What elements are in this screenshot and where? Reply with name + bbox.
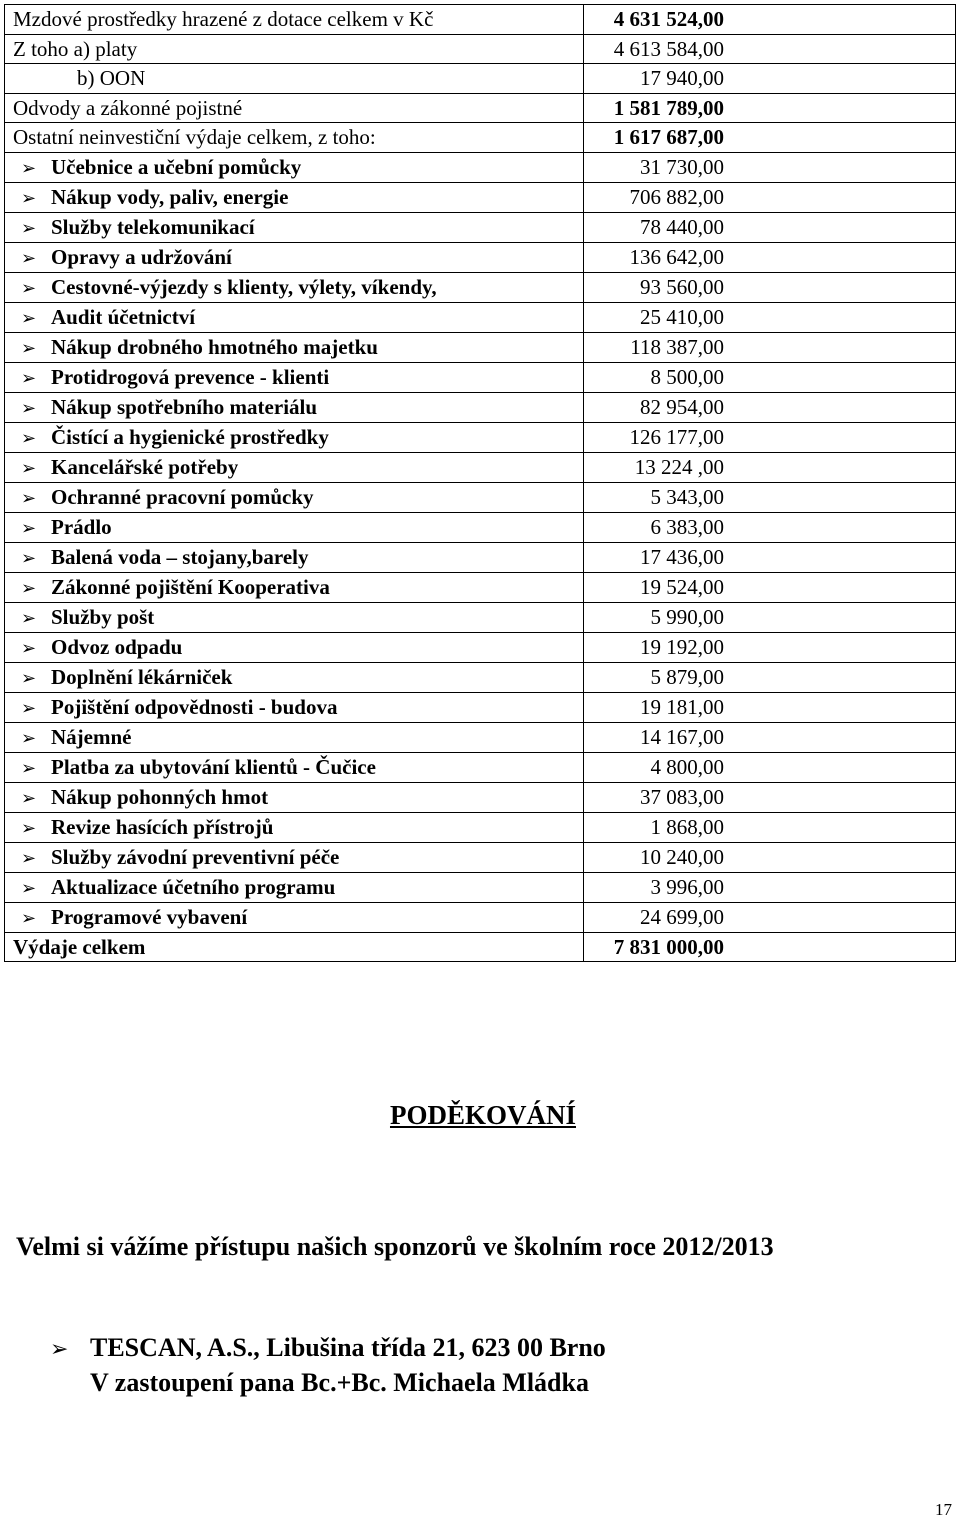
arrow-bullet-icon: ➢	[21, 577, 37, 598]
row-value-text: 118 387,00	[630, 335, 724, 359]
arrow-bullet-icon: ➢	[21, 487, 37, 508]
table-row	[5, 602, 956, 632]
row-label-text: Protidrogová prevence - klienti	[51, 364, 330, 389]
row-label-text: Ostatní neinvestiční výdaje celkem, z toho:	[13, 125, 376, 150]
table-row	[5, 482, 956, 512]
row-value	[584, 572, 956, 602]
row-value	[584, 182, 956, 212]
table-row	[5, 422, 956, 452]
row-value	[584, 5, 956, 35]
row-value	[584, 272, 956, 302]
row-label	[5, 93, 584, 123]
table-row	[5, 572, 956, 602]
row-value-text: 4 613 584,00	[613, 36, 724, 61]
row-label	[5, 64, 584, 94]
arrow-bullet-icon: ➢	[21, 457, 37, 478]
row-label-text: Cestovné-výjezdy s klienty, výlety, víkendy,	[51, 274, 437, 299]
row-value	[584, 932, 956, 962]
row-value-text: 1 617 687,00	[613, 125, 724, 150]
row-label	[5, 692, 584, 722]
row-label-text: Čistící a hygienické prostředky	[51, 424, 329, 449]
row-label-text: Odvoz odpadu	[51, 634, 183, 659]
row-label	[5, 932, 584, 962]
row-label-text: Učebnice a učební pomůcky	[51, 154, 302, 179]
row-label	[5, 452, 584, 482]
row-label	[5, 482, 584, 512]
row-value-text: 13 224 ,00	[634, 455, 724, 479]
row-label-text: Balená voda – stojany,barely	[51, 544, 309, 569]
row-value-text: 24 699,00	[640, 905, 724, 929]
row-label	[5, 362, 584, 392]
table-row	[5, 752, 956, 782]
row-value	[584, 512, 956, 542]
row-value-text: 5 990,00	[650, 605, 724, 629]
arrow-bullet-icon: ➢	[50, 1336, 69, 1361]
row-value	[584, 332, 956, 362]
row-label	[5, 722, 584, 752]
table-row	[5, 152, 956, 182]
arrow-bullet-icon: ➢	[21, 157, 37, 178]
row-label	[5, 332, 584, 362]
arrow-bullet-icon: ➢	[21, 277, 37, 298]
arrow-bullet-icon: ➢	[21, 727, 37, 748]
sponsor-line-1	[50, 1331, 606, 1366]
row-value-text: 25 410,00	[640, 305, 724, 329]
table-row	[5, 542, 956, 572]
arrow-bullet-icon: ➢	[21, 517, 37, 538]
row-label-text: Mzdové prostředky hrazené z dotace celkem v Kč	[13, 7, 434, 32]
row-label-text: Odvody a zákonné pojistné	[13, 95, 243, 120]
arrow-bullet-icon: ➢	[21, 607, 37, 628]
row-label-text: Platba za ubytování klientů - Čučice	[51, 754, 376, 779]
row-value	[584, 602, 956, 632]
row-value	[584, 722, 956, 752]
sponsor-line-2: V zastoupení pana Bc.+Bc. Michaela Mládka	[90, 1368, 589, 1397]
row-value	[584, 302, 956, 332]
table-row	[5, 872, 956, 902]
table-row	[5, 93, 956, 123]
arrow-bullet-icon: ➢	[21, 247, 37, 268]
table-row	[5, 392, 956, 422]
row-label-text: Opravy a udržování	[51, 244, 232, 269]
budget-table	[4, 4, 956, 962]
row-value	[584, 123, 956, 153]
table-row	[5, 782, 956, 812]
table-row	[5, 512, 956, 542]
arrow-bullet-icon: ➢	[21, 787, 37, 808]
table-row	[5, 272, 956, 302]
arrow-bullet-icon: ➢	[21, 637, 37, 658]
arrow-bullet-icon: ➢	[21, 427, 37, 448]
row-label-text: Prádlo	[51, 514, 112, 539]
row-value	[584, 362, 956, 392]
row-value-text: 37 083,00	[640, 785, 724, 809]
table-row	[5, 632, 956, 662]
row-value	[584, 482, 956, 512]
table-row	[5, 64, 956, 94]
row-label	[5, 542, 584, 572]
table-row	[5, 34, 956, 64]
row-value-text: 93 560,00	[640, 275, 724, 299]
row-value	[584, 64, 956, 94]
row-label	[5, 5, 584, 35]
row-label	[5, 272, 584, 302]
row-label-text: Audit účetnictví	[51, 304, 196, 329]
row-label	[5, 662, 584, 692]
row-value-text: 1 868,00	[650, 815, 724, 839]
row-label	[5, 302, 584, 332]
table-row	[5, 932, 956, 962]
arrow-bullet-icon: ➢	[21, 307, 37, 328]
row-label	[5, 632, 584, 662]
row-label	[5, 182, 584, 212]
row-value	[584, 692, 956, 722]
row-label	[5, 812, 584, 842]
row-label	[5, 872, 584, 902]
arrow-bullet-icon: ➢	[21, 337, 37, 358]
budget-table-body	[5, 5, 956, 962]
table-row	[5, 452, 956, 482]
row-label-text: Aktualizace účetního programu	[51, 874, 336, 899]
row-label-text: Ochranné pracovní pomůcky	[51, 484, 314, 509]
row-value	[584, 242, 956, 272]
table-row	[5, 5, 956, 35]
table-row	[5, 182, 956, 212]
arrow-bullet-icon: ➢	[21, 217, 37, 238]
row-value	[584, 752, 956, 782]
row-label-text: Služby pošt	[51, 604, 155, 629]
arrow-bullet-icon: ➢	[21, 877, 37, 898]
row-label-text: Zákonné pojištění Kooperativa	[51, 574, 330, 599]
row-label-text: Kancelářské potřeby	[51, 454, 239, 479]
row-label	[5, 752, 584, 782]
row-label	[5, 34, 584, 64]
row-label	[5, 242, 584, 272]
row-value-text: 7 831 000,00	[613, 934, 724, 959]
arrow-bullet-icon: ➢	[21, 847, 37, 868]
row-label	[5, 512, 584, 542]
row-value-text: 78 440,00	[640, 215, 724, 239]
row-value	[584, 422, 956, 452]
page-number: 17	[935, 1500, 952, 1519]
row-value	[584, 542, 956, 572]
row-label-text: Z toho a) platy	[13, 36, 138, 61]
row-value-text: 706 882,00	[629, 185, 724, 209]
row-label-text: Výdaje celkem	[13, 934, 146, 959]
row-label	[5, 902, 584, 932]
arrow-bullet-icon: ➢	[21, 397, 37, 418]
row-label-text: Pojištění odpovědnosti - budova	[51, 694, 338, 719]
row-value	[584, 842, 956, 872]
arrow-bullet-icon: ➢	[21, 547, 37, 568]
row-label	[5, 602, 584, 632]
table-row	[5, 722, 956, 752]
row-label	[5, 782, 584, 812]
row-value-text: 136 642,00	[629, 245, 724, 269]
table-row	[5, 332, 956, 362]
row-label-text: Nákup drobného hmotného majetku	[51, 334, 378, 359]
row-value-text: 82 954,00	[640, 395, 724, 419]
row-value-text: 5 879,00	[650, 665, 724, 689]
row-label-text: Doplnění lékárniček	[51, 664, 233, 689]
arrow-bullet-icon: ➢	[21, 697, 37, 718]
row-label-text: Revize hasících přístrojů	[51, 814, 274, 839]
row-value-text: 17 940,00	[640, 66, 724, 91]
table-row	[5, 902, 956, 932]
row-label	[5, 392, 584, 422]
table-row	[5, 242, 956, 272]
table-row	[5, 302, 956, 332]
row-value-text: 10 240,00	[640, 845, 724, 869]
row-value-text: 14 167,00	[640, 725, 724, 749]
arrow-bullet-icon: ➢	[21, 187, 37, 208]
arrow-bullet-icon: ➢	[21, 817, 37, 838]
row-value	[584, 392, 956, 422]
table-row	[5, 812, 956, 842]
row-value-text: 1 581 789,00	[613, 95, 724, 120]
row-value-text: 19 181,00	[640, 695, 724, 719]
sponsor-name: TESCAN, A.S., Libušina třída 21, 623 00 Brno	[90, 1333, 606, 1362]
row-value	[584, 152, 956, 182]
row-label	[5, 572, 584, 602]
row-value-text: 5 343,00	[650, 485, 724, 509]
row-label-text: Služby telekomunikací	[51, 214, 255, 239]
row-value	[584, 662, 956, 692]
row-label	[5, 123, 584, 153]
row-value	[584, 812, 956, 842]
row-value-text: 4 631 524,00	[613, 7, 724, 32]
thanks-heading: PODĚKOVÁNÍ	[389, 1100, 576, 1130]
row-value	[584, 902, 956, 932]
row-value-text: 3 996,00	[650, 875, 724, 899]
row-value	[584, 212, 956, 242]
row-value	[584, 93, 956, 123]
sponsor-list	[50, 1331, 606, 1400]
row-value	[584, 632, 956, 662]
table-row	[5, 123, 956, 153]
arrow-bullet-icon: ➢	[21, 367, 37, 388]
row-value-text: 19 524,00	[640, 575, 724, 599]
table-row	[5, 662, 956, 692]
row-label-text: Programové vybavení	[51, 904, 248, 929]
table-row	[5, 692, 956, 722]
row-label	[5, 212, 584, 242]
row-value-text: 8 500,00	[650, 365, 724, 389]
row-label-text: Nákup spotřebního materiálu	[51, 394, 318, 419]
table-row	[5, 212, 956, 242]
row-label-text: Nákup pohonných hmot	[51, 784, 269, 809]
row-value-text: 6 383,00	[650, 515, 724, 539]
arrow-bullet-icon: ➢	[21, 907, 37, 928]
table-row	[5, 842, 956, 872]
row-label	[5, 842, 584, 872]
row-label	[5, 422, 584, 452]
row-label-text: b) OON	[77, 66, 146, 91]
row-label	[5, 152, 584, 182]
row-value-text: 126 177,00	[629, 425, 724, 449]
arrow-bullet-icon: ➢	[21, 757, 37, 778]
row-label-text: Služby závodní preventivní péče	[51, 844, 340, 869]
row-label-text: Nákup vody, paliv, energie	[51, 184, 289, 209]
row-value-text: 17 436,00	[640, 545, 724, 569]
row-value	[584, 782, 956, 812]
sponsor-intro: Velmi si vážíme přístupu našich sponzorů ve školním roce 2012/2013	[16, 1232, 774, 1261]
row-value	[584, 872, 956, 902]
row-value-text: 4 800,00	[650, 755, 724, 779]
table-row	[5, 362, 956, 392]
row-label-text: Nájemné	[51, 724, 132, 749]
arrow-bullet-icon: ➢	[21, 667, 37, 688]
row-value	[584, 34, 956, 64]
row-value	[584, 452, 956, 482]
row-value-text: 19 192,00	[640, 635, 724, 659]
row-value-text: 31 730,00	[640, 155, 724, 179]
